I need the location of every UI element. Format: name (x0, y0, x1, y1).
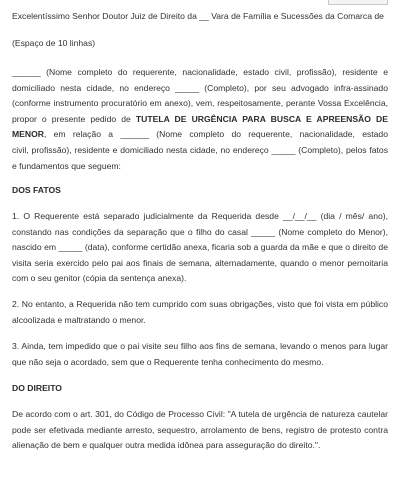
intro-line-1: ______ (Nome completo do requerente, nacionalidade, estado civil, profissão), residente e (12, 67, 388, 77)
intro-line-4-text: propor o presente pedido de (12, 114, 136, 124)
fatos-p2-line-1: 2. No entanto, a Requerida não tem cumprido com suas obrigações, visto que foi vista em público (12, 299, 388, 309)
intro-line-2: domiciliado nesta cidade, no endereço _____ (Completo), por seu advogado infra-assinado (12, 83, 388, 93)
direito-p1-line-1: De acordo com o art. 301, do Código de Processo Civil: "A tutela de urgência de natureza cautelar (12, 409, 388, 419)
intro-line-5-text: , em relação a ______ (Nome completo do requerente, nacionalidade, estado (44, 129, 388, 139)
fatos-p3-line-2: que não seja o acordado, sem que o Requerente tenha conhecimento do mesmo. (12, 357, 324, 367)
header-address-line: Excelentíssimo Senhor Doutor Juiz de Direito da __ Vara de Família e Sucessões da Comarca de (12, 11, 384, 21)
fatos-p1-line-4: visita seria exercido pelo pai aos finais de semana, alternadamente, quando o menor pernoitaria (12, 258, 388, 268)
section-heading-fatos: DOS FATOS (12, 185, 61, 195)
fatos-p1-line-3: nascido em _____ (data), conforme certidão anexa, ficaria sob a guarda da mãe e que o direito de (12, 242, 388, 252)
top-frame-box (328, 0, 388, 5)
direito-p1-line-2: pode ser efetivada mediante arresto, sequestro, arrolamento de bens, registro de protesto contra (12, 425, 388, 435)
section-heading-direito: DO DIREITO (12, 383, 62, 393)
header-spacing-note: (Espaço de 10 linhas) (12, 38, 96, 48)
intro-line-5 (12, 128, 388, 140)
intro-line-5-bold: MENOR (12, 129, 44, 139)
intro-line-4-bold: TUTELA DE URGÊNCIA PARA BUSCA E APREENSÃO DE (135, 114, 388, 124)
direito-p1-line-3: alienação de bem e qualquer outra medida idônea para asseguração do direito.". (12, 440, 321, 450)
intro-line-4 (12, 113, 388, 125)
fatos-p1-line-1: 1. O Requerente está separado judicialmente da Requerida desde __/__/__ (dia / mês/ ano), (12, 211, 388, 221)
fatos-p1-line-5: com o seu genitor (cópia da sentença anexa). (12, 273, 187, 283)
fatos-p1-line-2: constando nas condições da separação que o filho do casal _____ (Nome completo do Menor), (12, 227, 388, 237)
intro-line-6: civil, profissão), residente e domiciliado nesta cidade, no endereço _____ (Completo), pelos fatos (12, 145, 388, 155)
intro-line-7: e fundamentos que seguem: (12, 161, 121, 171)
intro-line-3: (conforme instrumento procuratório em anexo), vem, respeitosamente, perante Vossa Excelência, (12, 98, 388, 108)
fatos-p3-line-1: 3. Ainda, tem impedido que o pai visite seu filho aos fins de semana, levando o menos para lugar (12, 341, 388, 351)
fatos-p2-line-2: alcoolizada e maltratando o menor. (12, 315, 146, 325)
